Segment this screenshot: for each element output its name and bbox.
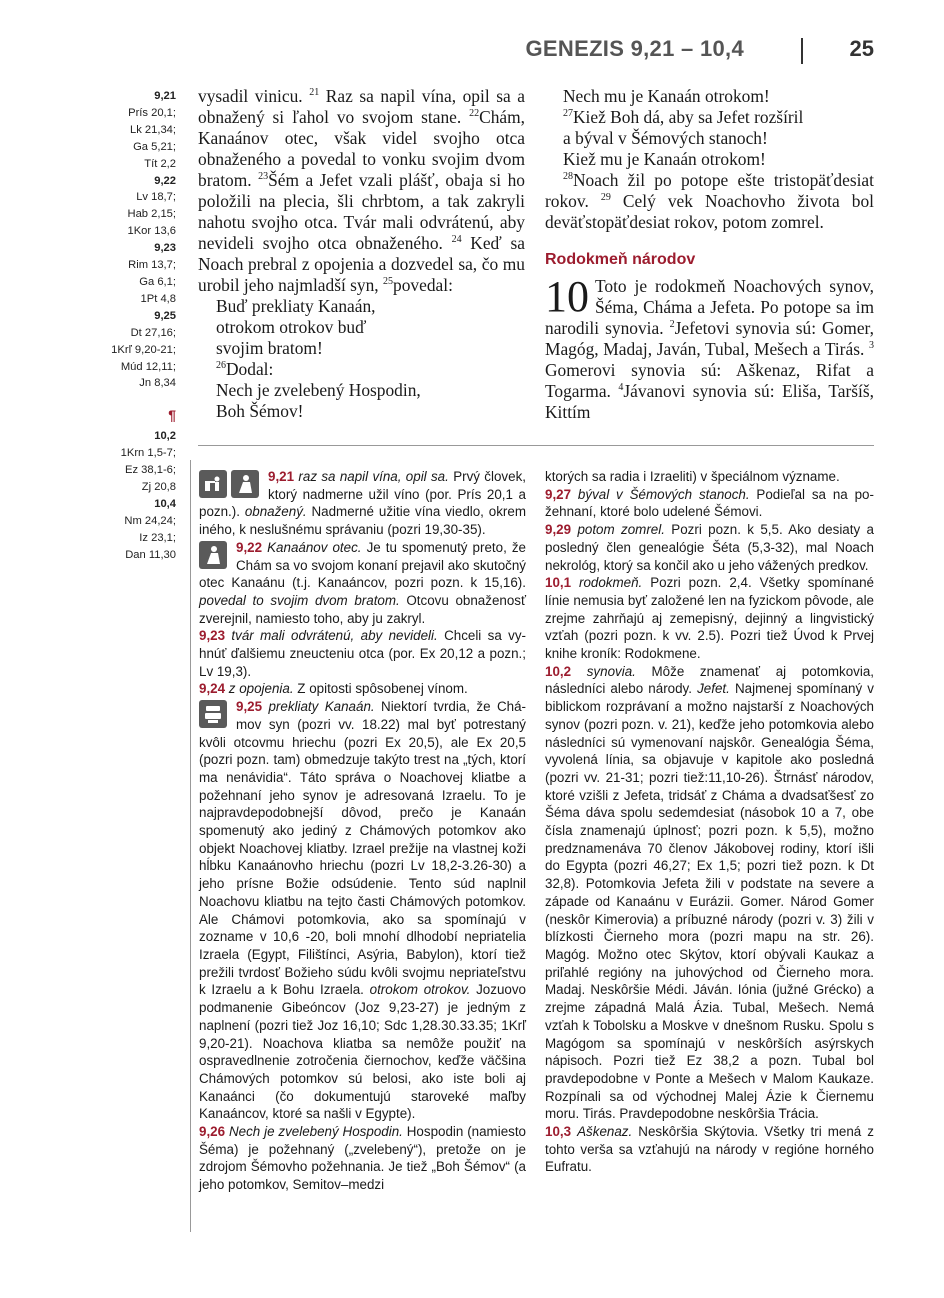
- study-note: [545, 521, 874, 574]
- note-reference: 10,1: [545, 575, 579, 591]
- cross-reference: 9,22: [154, 174, 176, 187]
- verse-text: Jefetovi synovia sú: Gomer, Magóg, Madaj, Javán, Tubal, Mešech a Tirás.: [545, 318, 874, 359]
- note-text: Najmenej spomínaný v biblickom rozprávaní a možno najstarší z Noachových synov (pozri pozn. v. 21), keďže jeho potomkovia alebo následníci sú vymenovaní najskôr. Genealógia Šéma, vyvolená línia, sa objavuje v kapitole ako posledná (pozri vv. 21-31; pozri tiež:11,10-26). Štrnásť národov, ktoré vzišli z Jefeta, tridsáť z Cháma a dvadsaťšesť zo Šéma dáva spolu sedemdesiat (násobok 10 a 7, obe čísla znamenajú úplnosť; pozri pozn. k 5,5), možno predznamenáva 70 členov Jákobovej rodiny, ktorí išli do Egypta (pozri 46,27; Ex 1,5; pozri tiež pozn. k Dt 32,8). Potomkovia Jefeta žili v podstate na severe a západe od Kanaánu v Eurázii. Gomer. Národ Gomer (neskôr Kimerovia) a príbuzné národy (pozri v. 3) žili v blízkosti Čierneho mora (pozri mapu na str. 26). Magóg. Možno otec Skýtov, ktorí obývali Kaukaz a priľahlé regióny na juhovýchod od Čierneho mora. Madaj. Neskôršie Médi. Jáván. Iónia (južné Grécko) a zrejme západná Malá Ázia. Tubal, Mešech. Nemá vzťah k Tobolsku a Moskve v dnešnom Rusku. Spolu s Magógom sa spomínajú v neskôrších asýrskych nápisoch. Pozri tiež Ez 38,2 a pozn. Tubal bol pravdepodobne v Ponte a Mešech v Malom Kaukaze. Rozpínali sa od východnej Malej Ázie k Čiernemu moru. Tirás. Pravdepodobne neskôršia Trácia.: [545, 681, 874, 1122]
- cross-reference: Iz 23,1;: [139, 531, 176, 544]
- note-keyword: povedal to svojim dvom bratom.: [199, 592, 400, 608]
- note-keyword: Aškenaz.: [577, 1124, 633, 1140]
- note-keyword: býval v Šémových stanoch.: [577, 486, 750, 502]
- scripture-column-left: [198, 86, 525, 422]
- note-keyword: otrokom otrokov.: [369, 982, 471, 998]
- notes-divider: [198, 445, 874, 446]
- verse-number: 25: [383, 276, 394, 288]
- cross-reference: Lk 21,34;: [129, 123, 176, 136]
- section-heading: Rodokmeň národov: [545, 251, 696, 268]
- poem-line: Nech mu je Kanaán otrokom!: [563, 86, 770, 106]
- altar-icon: [199, 700, 227, 728]
- note-keyword: Kanaánov otec.: [267, 539, 362, 555]
- cross-references: [90, 88, 176, 564]
- verse-text: vysadil vinicu.: [198, 86, 303, 106]
- note-text: Môže znamenať aj potomkovia, následníci alebo národy.: [545, 663, 874, 697]
- study-notes-right: [545, 468, 874, 1176]
- note-text: Podieľal sa na požehnaní, ktoré bolo udelené Šémovi.: [545, 486, 874, 520]
- cross-reference: Jn 8,34: [139, 377, 176, 390]
- scripture-column-right: [545, 86, 874, 423]
- verse-number: 26: [216, 360, 226, 372]
- note-text: Otcovu obnaženosť zverejnil, namiesto toho, aby ju zakryl.: [199, 592, 527, 626]
- poem-line: a býval v Šémových stanoch!: [563, 128, 768, 148]
- note-reference: 9,29: [545, 522, 578, 538]
- study-note: [199, 468, 526, 539]
- note-text: Jozuovo podmanenie Gibeóncov (Joz 9,23-27) je jedným z naplnení (pozri tiež Joz 16,10; Sdc 1,28.30.33.35; 1Krľ 9,20-21). Noachova kliatba sa nemôže použiť na ospravedlnenie zotročenia čiernochov, keďže väčšina Chámových potomkov sú belosi, ako iste boli aj Kanaánci (čo dokumentujú staroveké maľby Kanaáncov, ktoré sa našli v Egypte).: [199, 982, 526, 1122]
- verse-text: Keď sa Noach prebral z opojenia a dozvedel sa, čo mu urobil jeho najmladší syn,: [198, 233, 525, 295]
- verse-paragraph: [198, 86, 525, 296]
- note-reference: 9,23: [199, 628, 232, 644]
- note-reference: 10,3: [545, 1124, 578, 1140]
- cross-reference: 1Pt 4,8: [140, 292, 176, 305]
- verse-number: 27: [563, 108, 573, 120]
- cross-reference: Ez 38,1-6;: [125, 464, 176, 477]
- note-reference: 9,27: [545, 486, 578, 502]
- note-text: Hospodin (namiesto Šéma) je požehnaný („zvelebený“), pretože on je zdrojom Šémovho požehnania. Je tiež „Boh Šémov“ (a jeho potomkov, Semitov–medzi: [199, 1124, 526, 1193]
- cross-reference: Zj 20,8: [141, 481, 176, 494]
- verse-number: 21: [309, 87, 320, 99]
- study-note: [545, 1123, 874, 1176]
- poem-line: Kiež Boh dá, aby sa Jefet rozšíril: [573, 107, 804, 127]
- study-notes-left: [199, 468, 526, 1194]
- study-note: [199, 539, 526, 628]
- note-keyword: synovia.: [586, 663, 636, 679]
- poem-block: [198, 296, 525, 422]
- study-note: [199, 1123, 526, 1194]
- verse-number: 24: [451, 234, 462, 246]
- poem-line: Kiež mu je Kanaán otrokom!: [563, 149, 766, 169]
- chapter-number: 10: [545, 272, 589, 321]
- page-number: 25: [849, 36, 874, 61]
- note-reference: 9,21: [268, 469, 299, 484]
- note-keyword: prekliaty Kanaán.: [268, 699, 375, 715]
- verse-number: 3: [868, 340, 874, 352]
- note-keyword: tvár mali odvrátenú, aby nevideli.: [231, 628, 438, 644]
- note-icons: [199, 700, 231, 728]
- note-text: Nadmerné užitie vína viedlo, okrem iného, k neslušnému správaniu (pozri 19,30-35).: [199, 504, 526, 538]
- cross-reference: Lv 18,7;: [136, 191, 176, 204]
- verse-number: 2: [669, 319, 675, 331]
- verse-text: Noach žil po potope ešte tristopäťdesiat rokov.: [545, 170, 874, 211]
- cross-reference: Dan 11,30: [125, 548, 176, 561]
- verse-number: 23: [258, 171, 269, 183]
- note-text: Niektorí tvrdia, že Chámov syn (pozri vv. 18.22) mal byť potrestaný kvôli otcovmu hriechu (pozri Ex 20,5), ale Ex 20,5 (pozri pozn. tam) obmedzuje takýto trest na „tých, ktorí ma nenávidia“. Táto správa o Noachovej kliatbe a požehnaní jeho synov je adresovaná Izraelu. To je najpravdepodobnejší dôvod, prečo je Kanaán spomenutý ako jediný z Chámových potomkov ako objekt Noachovej kliatby. Izrael prežije na vlastnej koži hĺbku Kanaánovho hriechu (pozri Lv 18,2-3.26-30) a jeho prísne Božie odsúdenie. Tento súd naplnil Noachovu kliatbu na tejto časti Chámových potomkov. Ale Chámovi potomkovia, ako sa spomínajú v zozname v 10,6 -20, boli mnohí dlhodobí nepriatelia Izraela (Egypt, Filištínci, Asýria, Babylon), ktorí tiež prežili tvrdosť Božieho súdu kvôli svojmu nepriateľstvu k Izraelu a k Bohu Izraela.: [199, 699, 526, 998]
- verse-text: Šém a Jefet vzali plášť, obaja si ho položili na plecia, šli chrbtom, a tak zakryli nahotu svojho otca. Tvár mali odvrátenú, aby nevideli svojho otca obnaženého.: [198, 170, 525, 253]
- note-icons: [199, 541, 231, 569]
- verse-text: Raz sa napil vína, opil sa a obnažený si ľahol vo svojom stane.: [198, 86, 526, 127]
- verse-text: Jávanovi synovia sú: Eliša, Taršíš, Kittím: [545, 381, 874, 422]
- note-reference: 9,24: [199, 681, 229, 697]
- verse-number: 22: [469, 108, 480, 120]
- cross-reference: Ga 6,1;: [139, 275, 176, 288]
- note-keyword: potom zomrel.: [577, 522, 665, 538]
- note-text: Prvý človek, ktorý nadmerne užil víno (por. Prís 20,1 a pozn.).: [199, 469, 526, 520]
- cross-reference: Nm 24,24;: [124, 514, 176, 527]
- verse-text: Dodal:: [226, 359, 274, 379]
- poem-block: [545, 86, 874, 170]
- margin-divider: [190, 460, 191, 1232]
- verse-number: 4: [618, 382, 624, 394]
- verse-text: Celý vek Noachovho života bol deväťstopäťdesiat rokov, potom zomrel.: [545, 191, 874, 232]
- wine-person-icon: [199, 470, 227, 498]
- verse-paragraph: [545, 170, 874, 233]
- note-keyword: obnažený.: [244, 504, 307, 520]
- cross-reference: Dt 27,16;: [130, 326, 176, 339]
- poem-line: otrokom otrokov buď: [216, 317, 367, 337]
- note-reference: 9,25: [236, 699, 269, 715]
- cross-reference: 1Kor 13,6: [127, 225, 176, 238]
- verse-paragraph: [545, 272, 874, 423]
- note-icons: [199, 470, 263, 498]
- cross-reference: Múd 12,11;: [120, 360, 176, 373]
- cross-reference: 10,2: [154, 430, 176, 443]
- verse-number: 28: [563, 171, 573, 183]
- cross-reference: 10,4: [154, 497, 176, 510]
- note-keyword: Nech je zvelebený Hospodin.: [228, 1124, 403, 1140]
- verse-number: 29: [600, 192, 611, 204]
- note-keyword: z opojenia.: [228, 681, 294, 697]
- cross-reference: Rim 13,7;: [128, 259, 176, 272]
- running-title: GENEZIS 9,21 – 10,4: [525, 36, 744, 61]
- note-text: Z opitosti spôsobenej vínom.: [293, 681, 468, 697]
- study-note: [545, 468, 874, 486]
- note-text: Pozri pozn. 2,4. Všetky spomínané línie nemusia byť založené len na fyzickom pôvode, ale zrejme zahrňajú aj zemepisný, dejinný a lingvistický vzťah (pozri pozn. k vv. 2.5). Pozri tiež Úvod k Prvej knihe kroník: Rodokmene.: [545, 575, 874, 662]
- poem-line: Boh Šémov!: [216, 401, 304, 421]
- cross-reference: 1Krľ 9,20-21;: [111, 343, 176, 356]
- person-icon: [199, 541, 227, 569]
- page-header: [0, 34, 944, 68]
- note-keyword: raz sa napil vína, opil sa.: [298, 469, 449, 484]
- note-reference: 9,26: [199, 1124, 229, 1140]
- cross-reference: Ga 5,21;: [133, 140, 176, 153]
- note-text: Chceli sa vyhnúť ďalšiemu zneucteniu otca (por. Ex 20,12 a pozn.; Lv 19,3).: [199, 628, 526, 679]
- paragraph-mark: ¶: [168, 407, 176, 424]
- poem-line: svojim bratom!: [216, 338, 323, 358]
- cross-reference: 1Krn 1,5-7;: [120, 447, 176, 460]
- poem-line: Buď prekliaty Kanaán,: [216, 296, 376, 316]
- note-text: ktorých sa radia i Izraeliti) v špeciálnom význame.: [545, 469, 840, 484]
- note-keyword: rodokmeň.: [579, 575, 643, 591]
- note-text: Pozri pozn. k 5,5. Ako desiaty a posledný člen genealógie Šéta (5,3-32), mal Noach nekrológ, ktorý sa končil ako u jeho vážených predkov.: [545, 522, 874, 573]
- cross-reference: 9,23: [154, 242, 176, 255]
- cross-reference: Tít 2,2: [144, 157, 176, 170]
- cross-reference: Prís 20,1;: [128, 106, 176, 119]
- note-reference: 9,22: [236, 539, 268, 555]
- note-text: Neskôršia Skýtovia. Všetky tri mená z tohto verša sa vzťahujú na národy v regióne horného Eufratu.: [545, 1124, 874, 1175]
- study-note: [545, 486, 874, 521]
- header-divider: [801, 38, 803, 64]
- study-note: [199, 627, 526, 680]
- verse-text: Chám, Kanaánov otec, však videl svojho otca obnaženého a povedal to vonku svojim dvom bratom.: [198, 107, 525, 190]
- poem-line: Nech je zvelebený Hospodin,: [216, 380, 421, 400]
- verse-text: povedal:: [393, 275, 453, 295]
- cross-reference: 9,25: [154, 309, 176, 322]
- person-icon: [231, 470, 259, 498]
- note-reference: 10,2: [545, 663, 587, 679]
- study-note: [199, 680, 526, 698]
- verse-text: Toto je rodokmeň Noachových synov, Šéma, Cháma a Jefeta. Po potope sa im narodili synovia.: [545, 276, 874, 338]
- cross-reference: Hab 2,15;: [127, 208, 176, 221]
- verse-text: Gomerovi synovia sú: Aškenaz, Rifat a Togarma.: [545, 360, 874, 401]
- note-text: Je tu spomenutý preto, že Chám sa vo svojom konaní prejavil ako skutočný otec Kanaánu (t.j. Kanaáncov, pozri pozn. k 15,16).: [199, 539, 526, 591]
- note-keyword: Jefet.: [697, 681, 730, 697]
- study-note: [545, 663, 874, 1123]
- cross-reference: 9,21: [154, 90, 176, 102]
- study-note: [199, 698, 526, 1123]
- study-note: [545, 574, 874, 663]
